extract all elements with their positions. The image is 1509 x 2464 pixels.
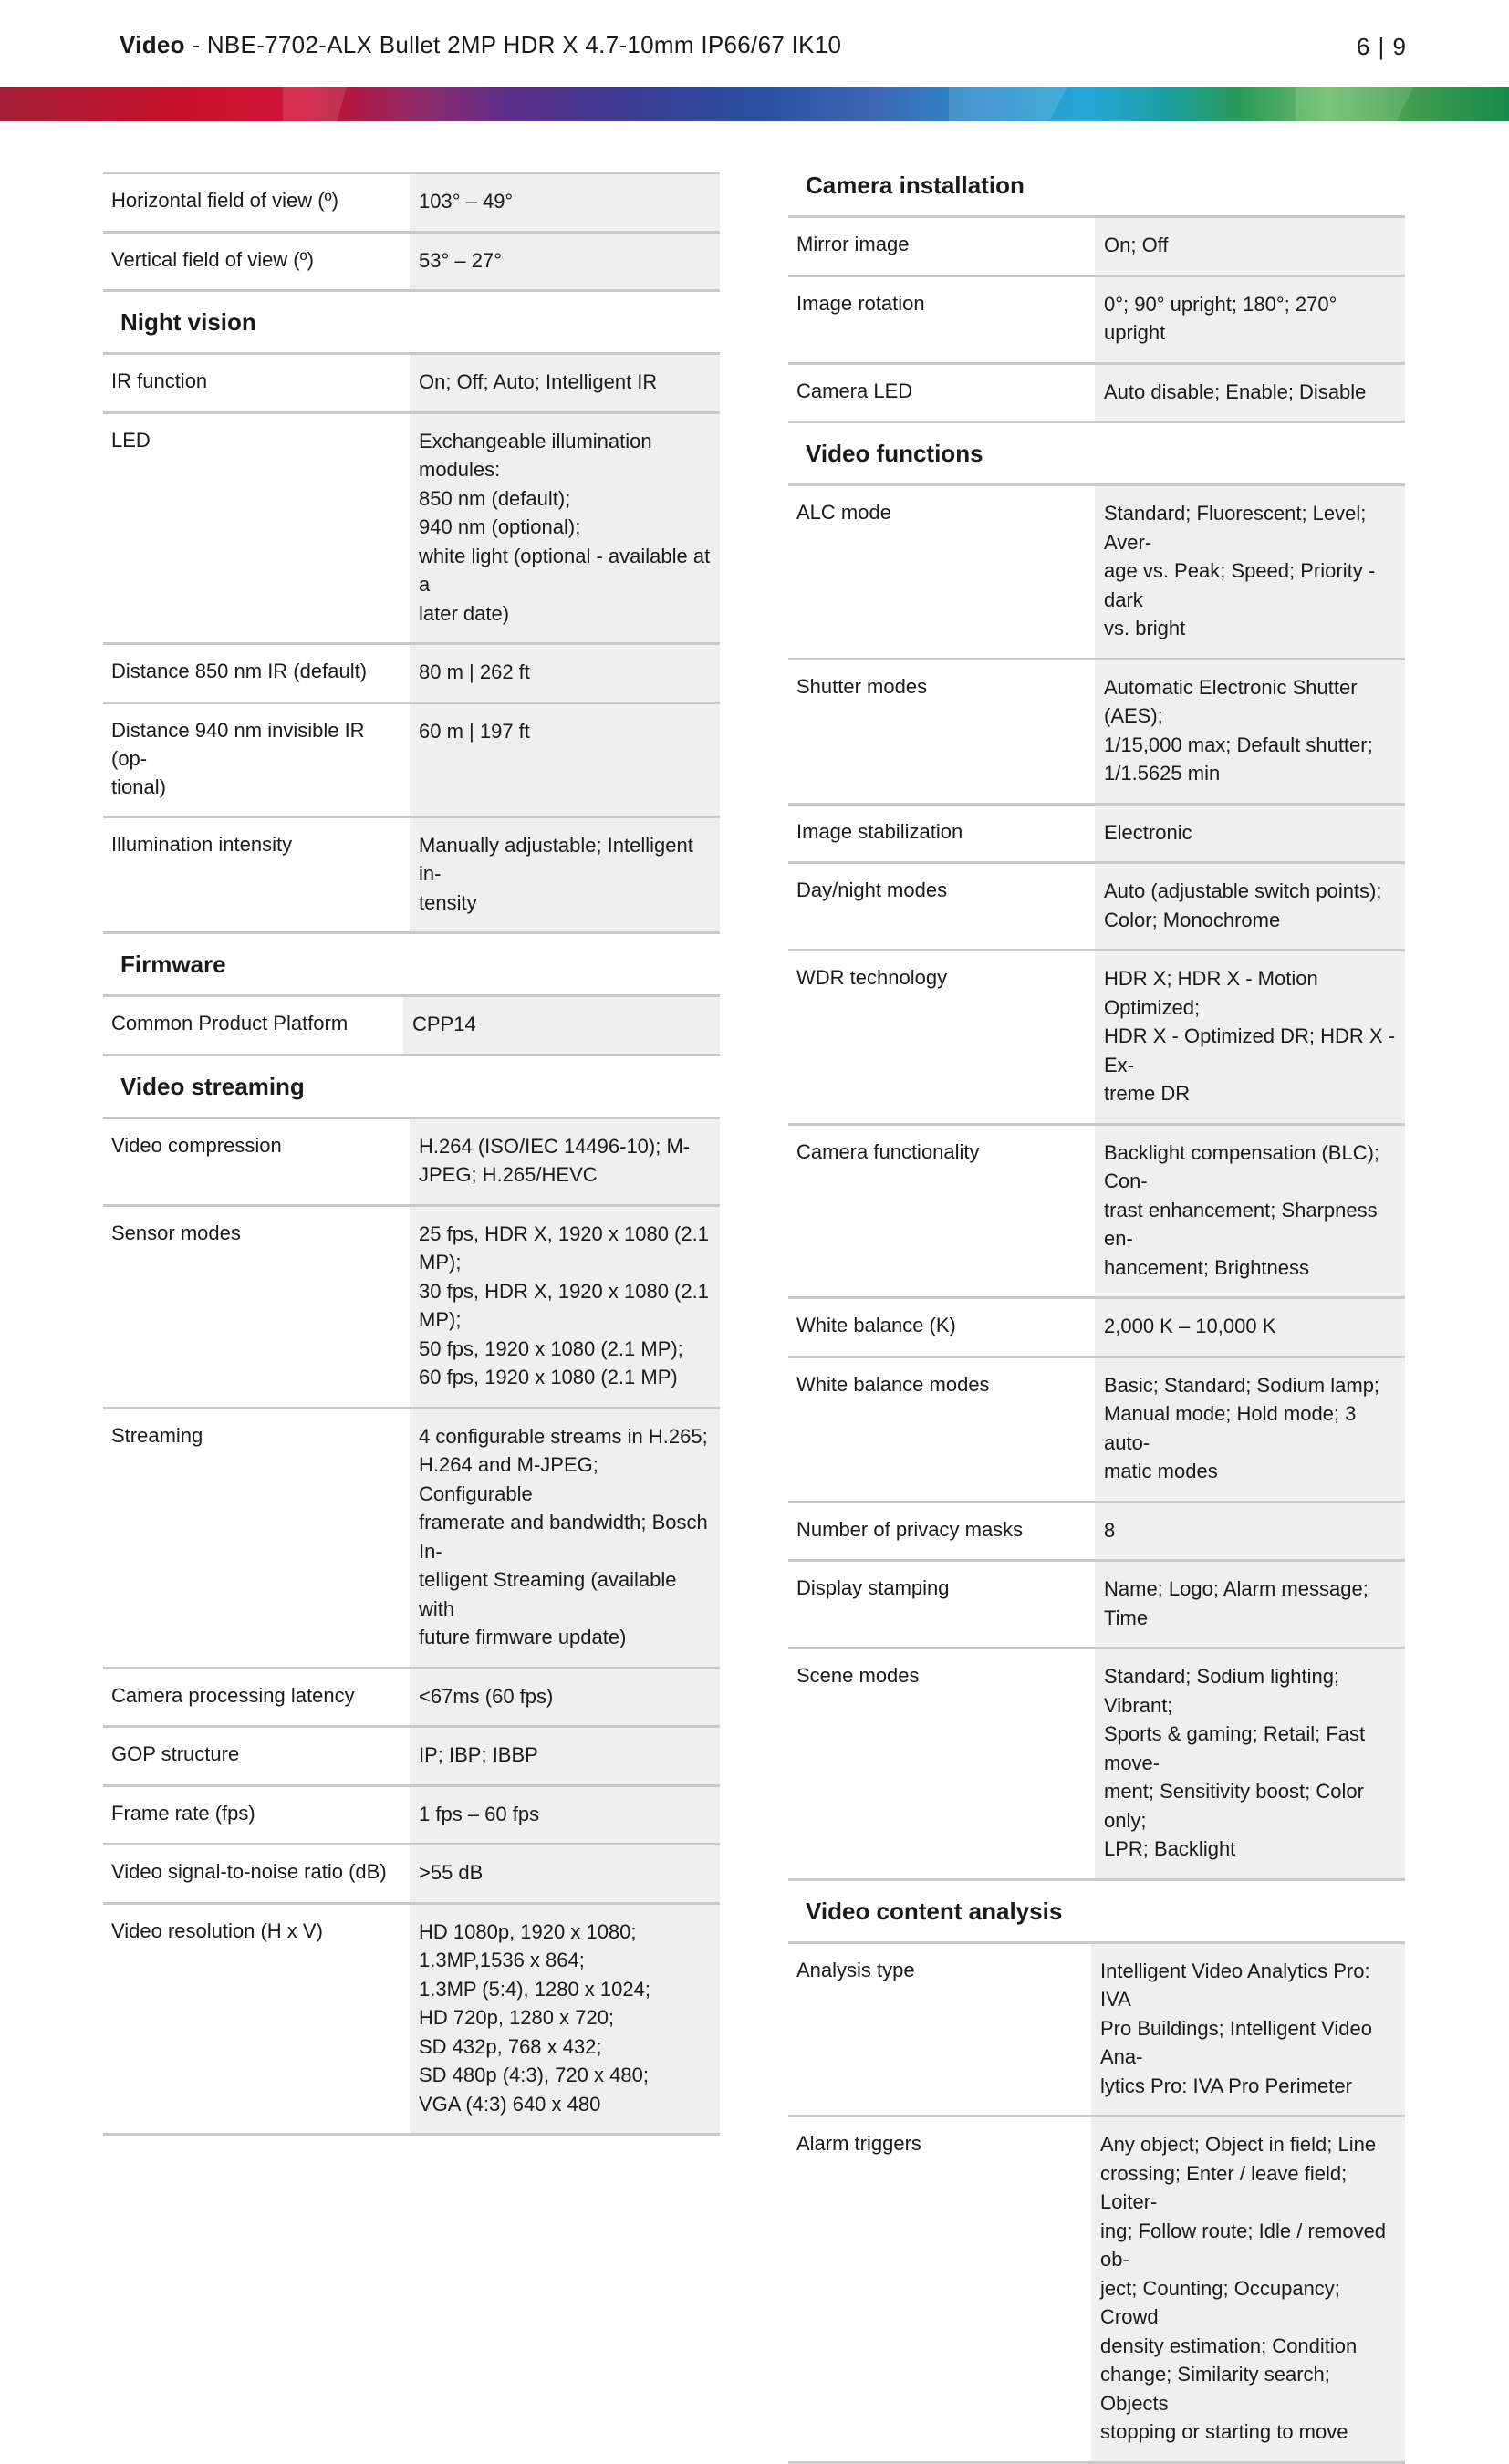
spec-value: Standard; Fluorescent; Level; Aver- age vs. Peak; Speed; Priority - dark vs. bright [1095,486,1405,658]
spec-value: Electronic [1095,806,1405,862]
spec-row [788,1356,1405,1501]
spec-label: Number of privacy masks [788,1503,1095,1560]
spec-value: Any object; Object in field; Line crossing; Enter / leave field; Loiter- ing; Follow route; Idle / removed ob- ject; Counting; Occupancy; Crowd density estimation; Condition change; Similarity search; Objects stopping or starting to move [1091,2117,1405,2461]
page-number: 6 | 9 [1356,33,1407,60]
spec-value: 80 m | 262 ft [410,645,720,702]
spec-value: Intelligent Video Analytics Pro: IVA Pro Buildings; Intelligent Video Ana- lytics Pro: IVA Pro Perimeter [1091,1944,1405,2116]
spec-row [103,231,720,290]
spec-row [788,949,1405,1123]
section-title-camera-installation: Camera installation [806,172,1025,199]
document-title-category: Video [120,31,185,58]
spec-label: Shutter modes [788,660,1095,803]
spec-value: >55 dB [410,1845,720,1902]
spec-row [103,1843,720,1902]
spec-row [788,275,1405,362]
spec-label: Camera processing latency [103,1669,410,1726]
spec-value: 53° – 27° [410,234,720,290]
spec-value: 0°; 90° upright; 180°; 270° upright [1095,277,1405,362]
spec-row [103,1667,720,1726]
spec-label: Image rotation [788,277,1095,362]
spec-row [788,362,1405,421]
spec-row [788,803,1405,862]
spec-label: Common Product Platform [103,997,403,1054]
spec-label: Day/night modes [788,864,1095,949]
color-bar-segment [1296,87,1414,121]
spec-value: 2,000 K – 10,000 K [1095,1299,1405,1356]
spec-row [788,2115,1405,2464]
spec-label: Image stabilization [788,806,1095,862]
page-header [0,0,1509,87]
spec-label: White balance modes [788,1358,1095,1501]
spec-label: Horizontal field of view (º) [103,174,410,231]
spec-label: IR function [103,355,410,411]
spec-label: Video signal-to-noise ratio (dB) [103,1845,410,1902]
spec-row [103,1725,720,1784]
spec-value: CPP14 [403,997,720,1054]
spec-label: Video resolution (H x V) [103,1905,410,2134]
spec-value: HDR X; HDR X - Motion Optimized; HDR X - Optimized DR; HDR X - Ex- treme DR [1095,951,1405,1123]
spec-value: <67ms (60 fps) [410,1669,720,1726]
spec-row [788,1559,1405,1647]
spec-label: Analysis type [788,1944,1091,2116]
spec-row [103,411,720,643]
spec-label: White balance (K) [788,1299,1095,1356]
spec-row [103,352,720,411]
spec-row [788,658,1405,803]
section-title-video-functions: Video functions [788,421,1405,483]
spec-value: IP; IBP; IBBP [410,1728,720,1784]
spec-row [103,994,720,1054]
spec-label: Camera LED [788,365,1095,421]
spec-value: Backlight compensation (BLC); Con- trast enhancement; Sharpness en- hancement; Brightness [1095,1126,1405,1297]
spec-label: ALC mode [788,486,1095,658]
spec-label: LED [103,414,410,643]
spec-value: Auto disable; Enable; Disable [1095,365,1405,421]
spec-value: 4 configurable streams in H.265; H.264 and M-JPEG; Configurable framerate and bandwidth; Bosch In- telligent Streaming (available with future firmware update) [410,1409,720,1667]
spec-label: WDR technology [788,951,1095,1123]
spec-value: HD 1080p, 1920 x 1080; 1.3MP,1536 x 864; 1.3MP (5:4), 1280 x 1024; HD 720p, 1280 x 720; SD 432p, 768 x 432; SD 480p (4:3), 720 x 480; VGA (4:3) 640 x 480 [410,1905,720,2134]
spec-row [103,816,720,932]
spec-row [788,861,1405,949]
spec-row [103,172,720,231]
color-bar-segment [283,87,347,121]
spec-value: 25 fps, HDR X, 1920 x 1080 (2.1 MP); 30 fps, HDR X, 1920 x 1080 (2.1 MP); 50 fps, 1920 x 1080 (2.1 MP); 60 fps, 1920 x 1080 (2.1 MP) [410,1207,720,1407]
spec-row [103,642,720,702]
spec-value: Manually adjustable; Intelligent in- tensity [410,818,720,932]
spec-label: Scene modes [788,1649,1095,1878]
spec-label: Sensor modes [103,1207,410,1407]
spec-value: Automatic Electronic Shutter (AES); 1/15,000 max; Default shutter; 1/1.5625 min [1095,660,1405,803]
spec-label: Camera functionality [788,1126,1095,1297]
spec-value: 8 [1095,1503,1405,1560]
spec-row [103,1204,720,1407]
spec-row [103,702,720,816]
spec-label: Mirror image [788,218,1095,275]
spec-row [103,1784,720,1844]
spec-row [788,1123,1405,1297]
spec-row [788,483,1405,658]
spec-row [103,1117,720,1204]
spec-value: Exchangeable illumination modules: 850 nm (default); 940 nm (optional); white light (optional - available at a later date) [410,414,720,643]
spec-label: Alarm triggers [788,2117,1091,2461]
spec-row [103,1902,720,2137]
left-column [103,172,720,2136]
spec-label: Streaming [103,1409,410,1667]
spec-row [103,1407,720,1667]
spec-row [788,1501,1405,1560]
spec-row [788,1296,1405,1356]
section-title-video-content-analysis: Video content analysis [788,1878,1405,1941]
document-title-product: - NBE-7702-ALX Bullet 2MP HDR X 4.7-10mm IP66/67 IK10 [184,31,842,58]
spec-value: On; Off; Auto; Intelligent IR [410,355,720,411]
spec-label: Distance 850 nm IR (default) [103,645,410,702]
spec-row [788,1647,1405,1878]
spec-label: Display stamping [788,1562,1095,1647]
spec-label: Vertical field of view (º) [103,234,410,290]
spec-value: 60 m | 197 ft [410,704,720,816]
section-title-firmware: Firmware [103,931,720,994]
spec-row [788,215,1405,275]
spec-value: On; Off [1095,218,1405,275]
section-title-night-vision: Night vision [103,289,720,352]
spec-row [788,1941,1405,2116]
spec-value: 1 fps – 60 fps [410,1787,720,1844]
spec-label: Illumination intensity [103,818,410,932]
document-title [120,31,841,59]
spec-value: H.264 (ISO/IEC 14496-10); M- JPEG; H.265/HEVC [410,1119,720,1204]
spec-value: Basic; Standard; Sodium lamp; Manual mode; Hold mode; 3 auto- matic modes [1095,1358,1405,1501]
section-title-video-streaming: Video streaming [103,1054,720,1117]
spec-value: Auto (adjustable switch points); Color; Monochrome [1095,864,1405,949]
spec-label: Video compression [103,1119,410,1204]
spec-label: Distance 940 nm invisible IR (op- tional) [103,704,410,816]
spec-label: Frame rate (fps) [103,1787,410,1844]
brand-color-bar [0,87,1509,121]
spec-label: GOP structure [103,1728,410,1784]
spec-value: Standard; Sodium lighting; Vibrant; Sports & gaming; Retail; Fast move- ment; Sensitivity boost; Color only; LPR; Backlight [1095,1649,1405,1878]
right-column [788,172,1405,2464]
color-bar-segment [949,87,1067,121]
spec-value: Name; Logo; Alarm message; Time [1095,1562,1405,1647]
spec-value: 103° – 49° [410,174,720,231]
